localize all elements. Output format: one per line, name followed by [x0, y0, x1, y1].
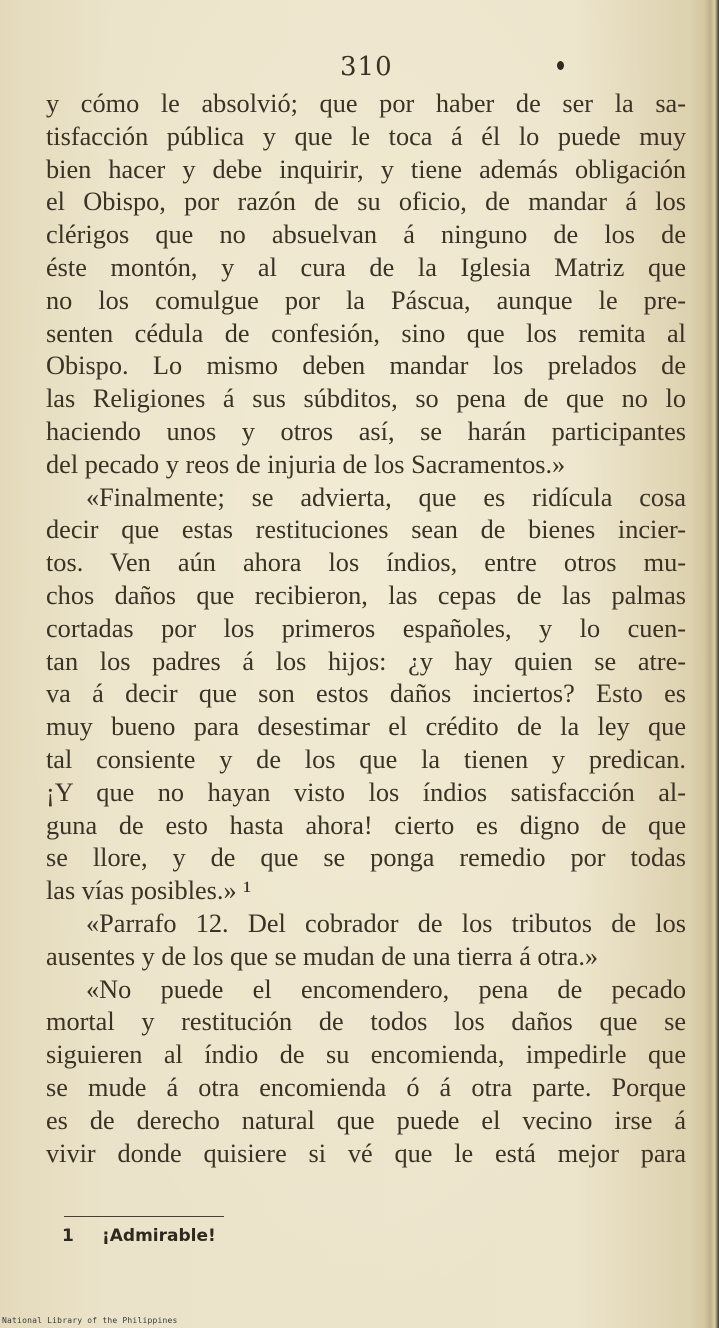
- text-line: chos daños que recibieron, las cepas de las palmas: [46, 580, 686, 610]
- text-line: es de derecho natural que puede el vecino irse á: [46, 1105, 686, 1135]
- text-line: haciendo unos y otros así, se harán participantes: [46, 416, 686, 446]
- text-line: tan los padres á los hijos: ¿y hay quien se atre-: [46, 646, 686, 676]
- text-line: guna de esto hasta ahora! cierto es digno de que: [46, 810, 686, 840]
- text-line: «No puede el encomendero, pena de pecado: [86, 974, 686, 1004]
- text-line: muy bueno para desestimar el crédito de la ley que: [46, 712, 686, 742]
- text-line: decir que estas restituciones sean de bienes incier-: [46, 515, 686, 545]
- body-text: [46, 88, 686, 1170]
- text-line: «Parrafo 12. Del cobrador de los tributos de los: [86, 908, 686, 938]
- text-line: ¡Y que no hayan visto los índios satisfacción al-: [46, 777, 686, 807]
- text-line: senten cédula de confesión, sino que los remita al: [46, 318, 686, 348]
- text-line: Obispo. Lo mismo deben mandar los prelados de: [46, 351, 686, 381]
- text-line: bien hacer y debe inquirir, y tiene además obligación: [46, 154, 686, 184]
- footnote-text: ¡Admirable!: [102, 1226, 216, 1246]
- text-line: mortal y restitución de todos los daños que se: [46, 1007, 686, 1037]
- text-line: las Religiones á sus súbditos, so pena de que no lo: [46, 384, 686, 414]
- text-line: ausentes y de los que se mudan de una tierra á otra.»: [46, 941, 599, 971]
- text-line: se mude á otra encomienda ó á otra parte. Porque: [46, 1072, 686, 1102]
- text-line: se llore, y de que se ponga remedio por todas: [46, 843, 686, 873]
- footnote-mark: 1: [62, 1226, 74, 1246]
- text-line: «Finalmente; se advierta, que es ridícula cosa: [86, 482, 686, 512]
- text-line: cortadas por los primeros españoles, y lo cuen-: [46, 613, 686, 643]
- text-line: las vías posibles.» ¹: [46, 876, 252, 906]
- text-line: el Obispo, por razón de su oficio, de mandar á los: [46, 187, 686, 217]
- page-number: 310: [340, 52, 393, 82]
- text-line: tisfacción pública y que le toca á él lo puede muy: [46, 121, 686, 151]
- text-line: del pecado y reos de injuria de los Sacramentos.»: [46, 449, 566, 479]
- text-line: va á decir que son estos daños inciertos? Esto es: [46, 679, 686, 709]
- ink-dot: [557, 61, 564, 70]
- page-edge-shadow: [705, 0, 719, 1328]
- footnote: [62, 1226, 216, 1246]
- text-line: clérigos que no absuelvan á ninguno de los de: [46, 220, 686, 250]
- text-line: vivir donde quisiere si vé que le está mejor para: [46, 1138, 686, 1168]
- text-line: tos. Ven aún ahora los índios, entre otros mu-: [46, 548, 686, 578]
- text-line: y cómo le absolvió; que por haber de ser la sa-: [46, 89, 686, 118]
- text-line: no los comulgue por la Páscua, aunque le pre-: [46, 285, 686, 315]
- footnote-divider: [64, 1216, 224, 1217]
- text-line: siguieren al índio de su encomienda, impedirle que: [46, 1040, 686, 1070]
- library-credit: National Library of the Philippines: [2, 1316, 178, 1325]
- text-line: tal consiente y de los que la tienen y predican.: [46, 744, 686, 774]
- text-line: éste montón, y al cura de la Iglesia Matriz que: [46, 252, 686, 282]
